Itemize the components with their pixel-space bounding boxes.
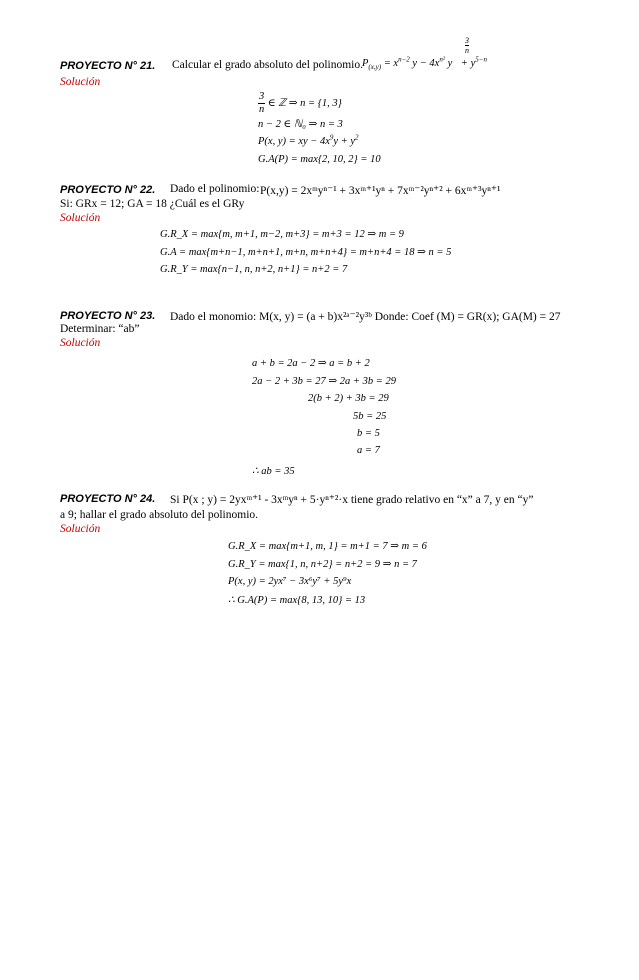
p22-given: Si: GRx = 12; GA = 18 ¿Cuál es el GRy [60,198,245,210]
p24-statement: Si P(x ; y) = 2yxᵐ⁺¹ - 3xᵐyⁿ + 5·yⁿ⁺²·x tiene grado relativo en “x” a 7, y en “y” [170,494,534,506]
p24-statement-cont: a 9; hallar el grado absoluto del polinomio. [60,509,259,521]
p23-line2: 2a − 2 + 3b = 27 ⇒ 2a + 3b = 29 [252,376,396,387]
p22-statement: Dado el polinomio: [170,183,260,195]
p24-heading: PROYECTO N° 24. [60,493,156,505]
p21-statement: Calcular el grado absoluto del polinomio. [172,59,363,71]
p22-line3: G.R_Y = max{n−1, n, n+2, n+1} = n+2 = 7 [160,264,348,275]
p23-line5: b = 5 [357,428,380,439]
p23-heading: PROYECTO N° 23. [60,310,156,322]
p24-solution-label: Solución [60,523,101,535]
p23-line6: a = 7 [357,445,380,456]
p23-solution-label: Solución [60,337,101,349]
p21-solution-label: Solución [60,76,101,88]
p21-line3: P(x, y) = xy − $4x^9y + y^2$ [258,133,359,147]
p23-line7: ∴ ab = 35 [252,466,295,477]
p21-polynomial: $P_{(x,y)} = x^{n-2}$ $y - 4x^{n^2}$ y 3 n + $y^{5-n}$ [362,36,487,72]
p23-line4: 5b = 25 [353,411,387,422]
p22-solution-label: Solución [60,212,101,224]
p24-line1: G.R_X = max{m+1, m, 1} = m+1 = 7 ⇒ m = 6 [228,541,427,552]
p21-heading: PROYECTO N° 21. [60,60,156,72]
p21-line2: n − 2 ∈ ℕ₀ ⇒ n = 3 [258,119,343,130]
p23-ask: Determinar: “ab” [60,323,140,335]
p23-line1: a + b = 2a − 2 ⇒ a = b + 2 [252,358,370,369]
p21-line1: $\frac{3}{n}$ ∈ ℤ ⇒ n = {1, 3} [259,91,342,115]
p24-line2: G.R_Y = max{1, n, n+2} = n+2 = 9 ⇒ n = 7 [228,559,417,570]
p23-line3: 2(b + 2) + 3b = 29 [308,393,389,404]
p24-line4: ∴ G.A(P) = max{8, 13, 10} = 13 [228,595,366,606]
p22-heading: PROYECTO N° 22. [60,184,156,196]
p22-polynomial: P(x,y) = 2xᵐyⁿ⁻¹ + 3xᵐ⁺¹yⁿ + 7xᵐ⁻²yⁿ⁺² + 6xᵐ⁺³yⁿ⁺¹ [260,185,501,197]
p22-line1: G.R_X = max{m, m+1, m−2, m+3} = m+3 = 12 ⇒ m = 9 [160,229,404,240]
p24-line3: P(x, y) = 2yx⁷ − 3x⁶y⁷ + 5y⁹x [228,576,352,587]
p21-line4: G.A(P) = max{2, 10, 2} = 10 [258,154,381,165]
p23-statement: Dado el monomio: M(x, y) = (a + b)x²ᵃ⁻²y³ᵇ Donde: Coef (M) = GR(x); GA(M) = 27 [170,311,561,323]
p21-exp3-fraction: 3 n [465,36,469,55]
p22-line2: G.A = max{m+n−1, m+n+1, m+n, m+n+4} = m+n+4 = 18 ⇒ n = 5 [160,247,452,258]
